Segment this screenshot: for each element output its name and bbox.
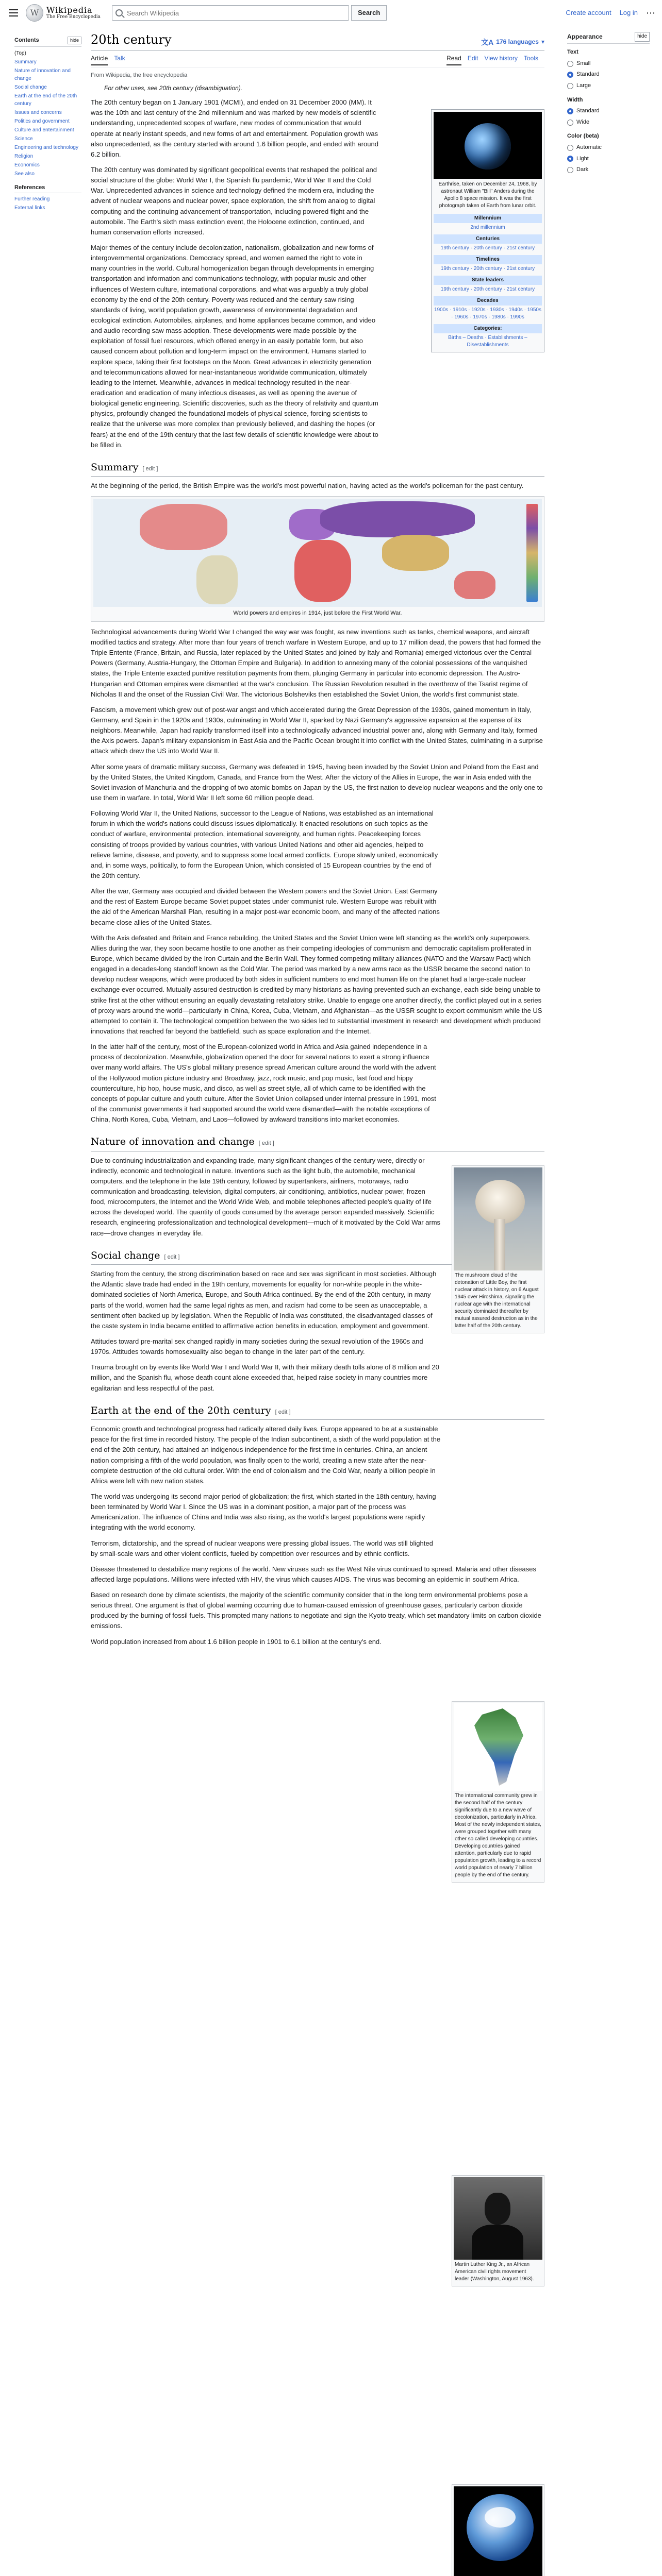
edit-section-link[interactable]: [ edit ] — [142, 465, 158, 472]
toc-title: Contents — [14, 37, 39, 43]
mlk-caption: Martin Luther King Jr., an African American civil rights movement leader (Washington, August 1963). — [455, 2262, 534, 2282]
wikipedia-globe-icon: W — [26, 4, 43, 22]
tab-spacer — [131, 54, 446, 65]
page-title: 20th century — [91, 32, 172, 47]
toc-item-see-also[interactable]: See also — [14, 171, 35, 177]
map-australia — [454, 571, 495, 599]
text-size-label: Text — [567, 49, 578, 56]
width-label: Width — [567, 96, 583, 103]
summary-paragraph: Following World War II, the United Nations, successor to the League of Nations, was established as an international forum in which the world's nations could discuss issues diplomatically. It enacted resolutions on such topics as the conduct of warfare, environmental protection, international sovereignty, and human rights. Peacekeeping forces consisting of troops provided by various countries, with various United Nations and other aid agencies, helped to relieve famine, disease, and poverty, and to suppress some local armed conflicts. Europe slowly united, economically and, in some ways, politically, to form the European Union, which consisted of 15 European countries by the end of the 20th century. — [91, 809, 438, 880]
radio-selected-icon — [567, 72, 573, 78]
summary-heading — [91, 460, 544, 477]
blue-marble-figure — [452, 2484, 544, 2576]
map-north-america — [140, 504, 227, 550]
option-label: Large — [576, 82, 591, 89]
log-in-link[interactable]: Log in — [619, 8, 638, 16]
world-map-figure — [91, 496, 544, 622]
categories-heading: Categories: — [434, 324, 542, 333]
toc-item-earth[interactable]: Earth at the end of the 20th century — [14, 93, 77, 107]
menu-line — [9, 12, 18, 13]
translate-icon: 文A — [481, 38, 494, 46]
text-size-large-option[interactable] — [567, 80, 650, 92]
radio-selected-icon — [567, 108, 573, 114]
mushroom-cloud-image[interactable] — [454, 1167, 542, 1270]
summary-paragraph: In the latter half of the century, most of the European-colonized world in Africa and Asia gained independence in a process of decolonization. Meanwhile, globalization opened the door for several nations to exert a strong influence over many world affairs. The US's global military presence spread American culture around the world with the advent of the Hollywood motion picture industry and Broadway, jazz, rock music, and pop music, fast food and hippy counterculture, hip hop, house music, and disco, as well as street style, all of which came to be identified with the concepts of popular culture and youth culture. After the Soviet Union collapsed under internal pressure in 1991, most of the communist governments it had supported around the world were dismantled—with the notable exceptions of China, North Korea, Cuba, Vietnam, and Laos—followed by awkward transitions into market economies. — [91, 1043, 436, 1124]
appearance-header — [567, 32, 650, 44]
portrait-head-shape — [485, 2193, 510, 2225]
millennium-link[interactable]: 2nd millennium — [470, 225, 505, 230]
earth-paragraph: World population increased from about 1.6 billion people in 1901 to 6.1 billion at the century's end. — [91, 1637, 382, 1646]
earth-paragraph: Based on research done by climate scientists, the majority of the scientific community consider that in the long term environmental problems pose a serious threat. One argument is that of global warming occurring due to human-caused emission of greenhouse gases, particularly carbon dioxide produced by the burning of fossil fuels. This prompted many nations to negotiate and sign the Kyoto treaty, which set mandatory limits on carbon dioxide emissions. — [91, 1591, 541, 1630]
cloud-stem-shape — [494, 1219, 505, 1270]
more-options-icon[interactable]: ⋯ — [646, 7, 656, 18]
africa-shape — [474, 1708, 526, 1786]
summary-paragraph: At the beginning of the period, the British Empire was the world's most powerful nation, having acted as the world's policeman for the past century. — [91, 482, 524, 490]
mlk-photo[interactable] — [454, 2177, 542, 2260]
option-label: Wide — [576, 118, 590, 125]
section-title: Summary — [91, 461, 139, 473]
mushroom-cloud-figure — [452, 1165, 544, 1333]
appearance-title: Appearance — [567, 33, 603, 40]
centuries-heading: Centuries — [434, 234, 542, 244]
title-row — [91, 32, 544, 50]
toc-item-social-change[interactable]: Social change — [14, 84, 47, 90]
width-standard-option[interactable] — [567, 106, 650, 117]
decolonization-caption: The international community grew in the second half of the century significantly due to a new wave of decolonization, particularly in Africa. Most of the newly independent states, were grouped together with many other so called developing countries. Developing countries gained attention, particularly due to rapid population growth, leading to a record world population of nearly 7 billion people by the end of the century. — [455, 1793, 541, 1878]
summary-paragraph: After the war, Germany was occupied and divided between the Western powers and the Soviet Union. East Germany and the rest of Eastern Europe became Soviet puppet states under communist rule. Western Europe was rebuilt with the aid of the American Marshall Plan, resulting in a major post-war economic boom, and many of the affected nations became close allies of the United States. — [91, 887, 440, 926]
color-automatic-option[interactable] — [567, 142, 650, 154]
menu-line — [9, 9, 18, 10]
logo-wordmark: Wikipedia — [46, 5, 93, 15]
option-label: Small — [576, 60, 591, 66]
tab-history[interactable]: View history — [484, 55, 518, 62]
radio-selected-icon — [567, 156, 573, 162]
cloud-shape — [475, 1180, 525, 1224]
intro-paragraph: Major themes of the century include decolonization, nationalism, globalization and new forms of intergovernmental organizations. Democracy spread, and women earned the right to vote in many countries in the world. Cultural homogenization began through developments in emerging transportation and information and communications technology, with popular music and other influences of Western culture, international corporations, and what was arguably a truly global economy by the end of the 20th century. Poverty was reduced and the century saw rising standards of living, world population growth, awareness of environmental degradation and ecological extinction. Automobiles, airplanes, and home appliances became common, and video and audio recording saw mass adoption. These developments were made possible by the exploitation of fossil fuel resources, which offered energy in an easily portable form, but also caused concern about pollution and long-term impact on the environment. Humans started to explore space, taking their first footsteps on the Moon. Great advances in electricity generation and telecommunications allowed for near-instantaneous worldwide communication, ultimately leading to the Internet. Meanwhile, advances in medical technology resulted in the near-eradication and eradication of many infectious diseases, as well as opening the avenue of biological genetic engineering. Scientific discoveries, such as the theory of relativity and quantum physics, profoundly changed the foundational models of physical science, forcing scientists to realize that the universe was more complex than previously believed, and dashing the hopes (or fears) at the end of the 19th century that the last few details of scientific knowledge were about to be filled in. — [91, 243, 378, 449]
logo-text — [46, 6, 101, 20]
toc-item-engineering[interactable]: Engineering and technology — [14, 144, 78, 150]
section-title: Nature of innovation and change — [91, 1136, 255, 1148]
earthrise-image[interactable] — [434, 112, 542, 179]
intro-paragraph: The 20th century began on 1 January 1901 (MCMI), and ended on 31 December 2000 (MM). It was the 10th and last century of the 2nd millennium and was marked by new models of scientific understanding, unprecedented scopes of warfare, new modes of communication that would operate at nearly instant speeds, and new forms of art and entertainment. Population growth was also unprecedented, as the century started with around 1.6 billion people, and ended with around 6.2 billion. — [91, 98, 378, 158]
radio-icon — [567, 120, 573, 126]
radio-icon — [567, 145, 573, 151]
search-box — [112, 5, 349, 21]
decades-links[interactable]: 1900s · 1910s · 1920s · 1930s · 1940s · 1950s · 1960s · 1970s · 1980s · 1990s — [434, 307, 541, 320]
map-russia — [320, 501, 475, 537]
innovation-heading — [91, 1134, 544, 1151]
tab-read[interactable]: Read — [446, 54, 461, 65]
timelines-heading: Timelines — [434, 255, 542, 264]
edit-section-link[interactable]: [ edit ] — [275, 1409, 291, 1415]
intro-section — [91, 97, 379, 450]
categories-links[interactable]: Births – Deaths · Establishments – Disestablishments — [448, 335, 527, 348]
logo-tagline: The Free Encyclopedia — [46, 14, 101, 20]
option-label: Automatic — [576, 144, 602, 150]
toc-item-religion[interactable]: Religion — [14, 153, 34, 159]
social-paragraph: Attitudes toward pre-marital sex changed rapidly in many societies during the sexual revolution of the 1960s and 1970s. Attitudes towards homosexuality also began to change in the later part of the century. — [91, 1337, 423, 1356]
toc-item-science[interactable]: Science — [14, 135, 33, 142]
infobox-caption: Earthrise, taken on December 24, 1968, by astronaut William "Bill" Anders during the Apollo 8 space mission. It was the first photograph taken of Earth from lunar orbit. — [438, 181, 537, 209]
decolonization-map-figure — [452, 1701, 544, 1883]
toc-references-heading[interactable]: References — [14, 183, 81, 194]
section-title: Earth at the end of the 20th century — [91, 1404, 271, 1416]
summary-paragraph: Fascism, a movement which grew out of post-war angst and which accelerated during the Great Depression of the 1930s, gained momentum in Italy, Germany, and Spain in the 1920s and 1930s, culminating in World War II, sparked by Nazi Germany's aggressive expansion at the expense of its neighbors. Meanwhile, Japan had rapidly transformed itself into a technologically advanced industrial power and, along with Germany and Italy, formed the Axis powers. Japan's military expansionism in East Asia and the Pacific Ocean brought it into conflict with the United States, culminating in a surprise attack which drew the US into World War II. — [91, 705, 543, 755]
map-legend — [526, 504, 538, 602]
tab-article[interactable]: Article — [91, 54, 108, 65]
article-tagline: From Wikipedia, the free encyclopedia — [91, 72, 188, 79]
color-label: Color (beta) — [567, 133, 599, 140]
map-africa — [294, 540, 351, 602]
centuries-links[interactable]: 19th century · 20th century · 21st century — [440, 245, 535, 251]
edit-section-link[interactable]: [ edit ] — [164, 1253, 180, 1260]
social-paragraph: Starting from the century, the strong discrimination based on race and sex was significant in most societies. Although the Atlantic slave trade had ended in the 19th century, movements for equality for non-white people in the white-dominated societies of North America, Europe, and South Africa continued. By the end of the 20th century, in many parts of the world, women had the same legal rights as men, and racism had come to be seen as unacceptable, a sentiment often backed up by legislation. When the Republic of India was constituted, the disadvantaged classes of the caste system in India became entitled to affirmative action benefits in education, employment and government. — [91, 1270, 437, 1330]
option-label: Standard — [576, 108, 600, 114]
search-icon — [115, 9, 123, 16]
section-title: Social change — [91, 1249, 160, 1261]
summary-paragraph: Technological advancements during World War I changed the way war was fought, as new inventions such as tanks, chemical weapons, and aircraft modified tactics and strategy. After more than four years of trench warfare in Western Europe, and up to 17 million dead, the powers that had formed the Triple Entente (France, Britain, and Russia, later replaced by the United States and joined by Italy and Romania) emerged victorious over the Central Powers (Germany, Austria-Hungary, the Ottoman Empire and Bulgaria). In addition to annexing many of the colonial possessions of the vanquished states, the Triple Entente exacted punitive restitution payments from them, plunging Germany in particular into economic depression. The Austro-Hungarian and Ottoman empires were dismantled at the war's conclusion. The Russian Revolution resulted in the overthrow of the Tsarist regime of Nicholas II and the onset of the Russian Civil War. The victorious Bolsheviks then established the Soviet Union, the world's first communist state. — [91, 628, 541, 698]
wikipedia-logo[interactable] — [26, 4, 101, 22]
timelines-links[interactable]: 19th century · 20th century · 21st century — [440, 266, 535, 272]
width-wide-option[interactable] — [567, 117, 650, 128]
decolonization-map-image[interactable] — [454, 1703, 542, 1791]
world-empires-map[interactable] — [93, 499, 542, 607]
decades-heading: Decades — [434, 296, 542, 306]
radio-icon — [567, 167, 573, 173]
earth-heading — [91, 1403, 544, 1420]
earth-graphic — [465, 123, 511, 170]
toc-item-top[interactable]: (Top) — [14, 50, 26, 56]
language-button[interactable] — [481, 37, 544, 48]
innovation-paragraph: Due to continuing industrialization and expanding trade, many significant changes of the century were, directly or indirectly, economic and technological in nature. Inventions such as the light bulb, the automobile, mechanical computers, and the telephone in the late 19th century, followed by supertankers, airliners, motorways, radio communication and broadcasting, television, digital computers, air conditioning, antibiotics, nuclear power, frozen food, microcomputers, the Internet and the World Wide Web, and mobile telephones affected people's quality of life across the developed world. The quantity of goods consumed by the average person expanded massively. Scientific research, engineering professionalization and technological development—much of it motivated by the Cold War arms race—drove changes in everyday life. — [91, 1156, 441, 1237]
tab-talk[interactable]: Talk — [114, 55, 125, 62]
main-content — [91, 32, 544, 2282]
appearance-panel — [567, 32, 650, 176]
chevron-down-icon: ▾ — [541, 38, 544, 46]
language-count: 176 languages — [496, 38, 539, 46]
toc-item-summary[interactable]: Summary — [14, 59, 37, 65]
summary-paragraph: After some years of dramatic military success, Germany was defeated in 1945, having been invaded by the Soviet Union and Poland from the East and by the United States, the United Kingdom, Canada, and France from the West. After the victory of the Allies in Europe, the war in Asia ended with the Soviet invasion of Manchuria and the dropping of two atomic bombs on Japan by the US, the first nation to develop nuclear weapons and the only one to use them in warfare. In total, World War II left some 60 million people dead. — [91, 762, 543, 802]
toc-item-innovation[interactable]: Nature of innovation and change — [14, 67, 71, 81]
toc-item-further-reading[interactable]: Further reading — [14, 196, 50, 202]
millennium-heading: Millennium — [434, 214, 542, 223]
earth-paragraph: Terrorism, dictatorship, and the spread of nuclear weapons were pressing global issues. The world was still blighted by small-scale wars and other violent conflicts, fueled by competition over resources and by ethnic conflicts. — [91, 1539, 433, 1557]
toc-item-issues[interactable]: Issues and concerns — [14, 109, 62, 115]
earth-paragraph: The world was undergoing its second major period of globalization; the first, which started in the 18th century, having been terminated by World War I. Since the US was in a dominant position, a major part of the process was Americanization. The influence of China and India was also rising, as the world's largest populations were rapidly integrating with the world economy. — [91, 1492, 436, 1532]
blue-marble-image[interactable] — [454, 2486, 542, 2576]
toc-header — [14, 36, 81, 47]
hatnote: For other uses, see 20th century (disambiguation). — [104, 84, 243, 92]
portrait-body-shape — [472, 2225, 523, 2260]
option-label: Standard — [576, 71, 600, 78]
cloud-shape — [485, 2507, 516, 2528]
intro-paragraph: The 20th century was dominated by significant geopolitical events that reshaped the political and social structure of the globe: World War I, the Spanish flu pandemic, World War II and the Cold War. Unprecedented advances in science and technology defined the modern era, including the advent of nuclear weapons and nuclear power, space exploration, the shift from analog to digital computing and the continuing advancement of transportation, including powered flight and the automobile. The Earth's sixth mass extinction event, the Holocene extinction, continued, and human conservation efforts increased. — [91, 166, 377, 236]
toc-item-economics[interactable]: Economics — [14, 162, 40, 168]
earth-graphic — [467, 2494, 534, 2561]
page-tabs — [91, 54, 544, 68]
search-button[interactable]: Search — [351, 5, 387, 21]
social-paragraph: Trauma brought on by events like World War I and World War II, with their military death tolls alone of 8 million and 20 million, and the Spanish flu, whose death count alone exceeded that, helped raise society in many countries more egalitarian and less respectful of the past. — [91, 1363, 439, 1392]
summary-paragraph: With the Axis defeated and Britain and France rebuilding, the United States and the Soviet Union were left standing as the world's only superpowers. Allies during the war, they soon became hostile to one another as their competing ideologies of communism and democratic capitalism proliferated in Europe, which became divided by the Iron Curtain and the Berlin Wall. They formed competing military alliances (NATO and the Warsaw Pact) which engaged in a decades-long standoff known as the Cold War. The period was marked by a new arms race as the USSR became the second nation to develop nuclear weapons, which were produced by both sides in sufficient numbers to end most human life on the planet had a large-scale nuclear exchange ever occurred. Mutually assured destruction is credited by many historians as having prevented such an exchange, each side being unable to strike first at the other without ensuring an equally devastating retaliatory strike. Unable to engage one another directly, the conflict played out in a series of proxy wars around the world—particularly in China, Korea, Cuba, Vietnam, and Afghanistan—as the USSR sought to export communism while the US attempted to contain it. The technological competition between the two sides led to substantial investment in research and development which produced innovations that reached far beyond the battlefield, such as space exploration and the Internet. — [91, 934, 542, 1035]
tab-edit[interactable]: Edit — [467, 55, 478, 62]
mushroom-cloud-caption: The mushroom cloud of the detonation of Little Boy, the first nuclear attack in history, on 6 August 1945 over Hiroshima, signaling the nuclear age with the international security dominated thereafter by mutual assured destruction as in the latter half of the 20th century. — [455, 1273, 539, 1329]
earth-paragraph: Disease threatened to destabilize many regions of the world. New viruses such as the West Nile virus continued to spread. Malaria and other diseases affected large populations. Millions were infected with HIV, the virus which causes AIDS. The virus was becoming an epidemic in southern Africa. — [91, 1565, 536, 1583]
tab-tools[interactable]: Tools — [523, 55, 538, 62]
header — [0, 0, 662, 26]
map-asia — [382, 535, 449, 571]
mlk-figure — [452, 2175, 544, 2286]
search-input[interactable] — [127, 9, 345, 17]
edit-section-link[interactable]: [ edit ] — [258, 1140, 274, 1147]
infobox — [431, 109, 544, 352]
user-links — [566, 6, 656, 21]
map-caption: World powers and empires in 1914, just before the First World War. — [233, 610, 402, 617]
radio-icon — [567, 83, 573, 89]
toc-item-politics[interactable]: Politics and government — [14, 118, 70, 124]
state-leaders-heading: State leaders — [434, 276, 542, 285]
appearance-hide-button[interactable]: hide — [635, 32, 650, 42]
table-of-contents — [14, 36, 81, 212]
toc-item-culture[interactable]: Culture and entertainment — [14, 127, 74, 133]
menu-line — [9, 15, 18, 16]
text-size-standard-option[interactable] — [567, 69, 650, 80]
toc-item-external-links[interactable]: External links — [14, 205, 45, 211]
create-account-link[interactable]: Create account — [566, 8, 611, 16]
color-dark-option[interactable] — [567, 164, 650, 176]
option-label: Dark — [576, 166, 589, 173]
color-light-option[interactable] — [567, 154, 650, 165]
radio-icon — [567, 61, 573, 67]
state-leaders-links[interactable]: 19th century · 20th century · 21st century — [440, 286, 535, 292]
text-size-small-option[interactable] — [567, 58, 650, 70]
main-menu-button[interactable] — [6, 6, 21, 20]
toc-hide-button[interactable]: hide — [68, 37, 81, 45]
earth-paragraph: Economic growth and technological progress had radically altered daily lives. Europe appeared to be at a sustainable peace for the first time in recorded history. The people of the Indian subcontinent, a sixth of the world population at the end of the 20th century, had attained an indigenous independence for the first time in centuries. China, an ancient nation comprising a fifth of the world population, was finally open to the world, creating a new state after the near-complete destruction of the old cultural order. With the end of colonialism and the Cold War, nearly a billion people in Africa were left with new nation states. — [91, 1425, 441, 1485]
map-south-america — [196, 555, 238, 604]
option-label: Light — [576, 155, 589, 162]
